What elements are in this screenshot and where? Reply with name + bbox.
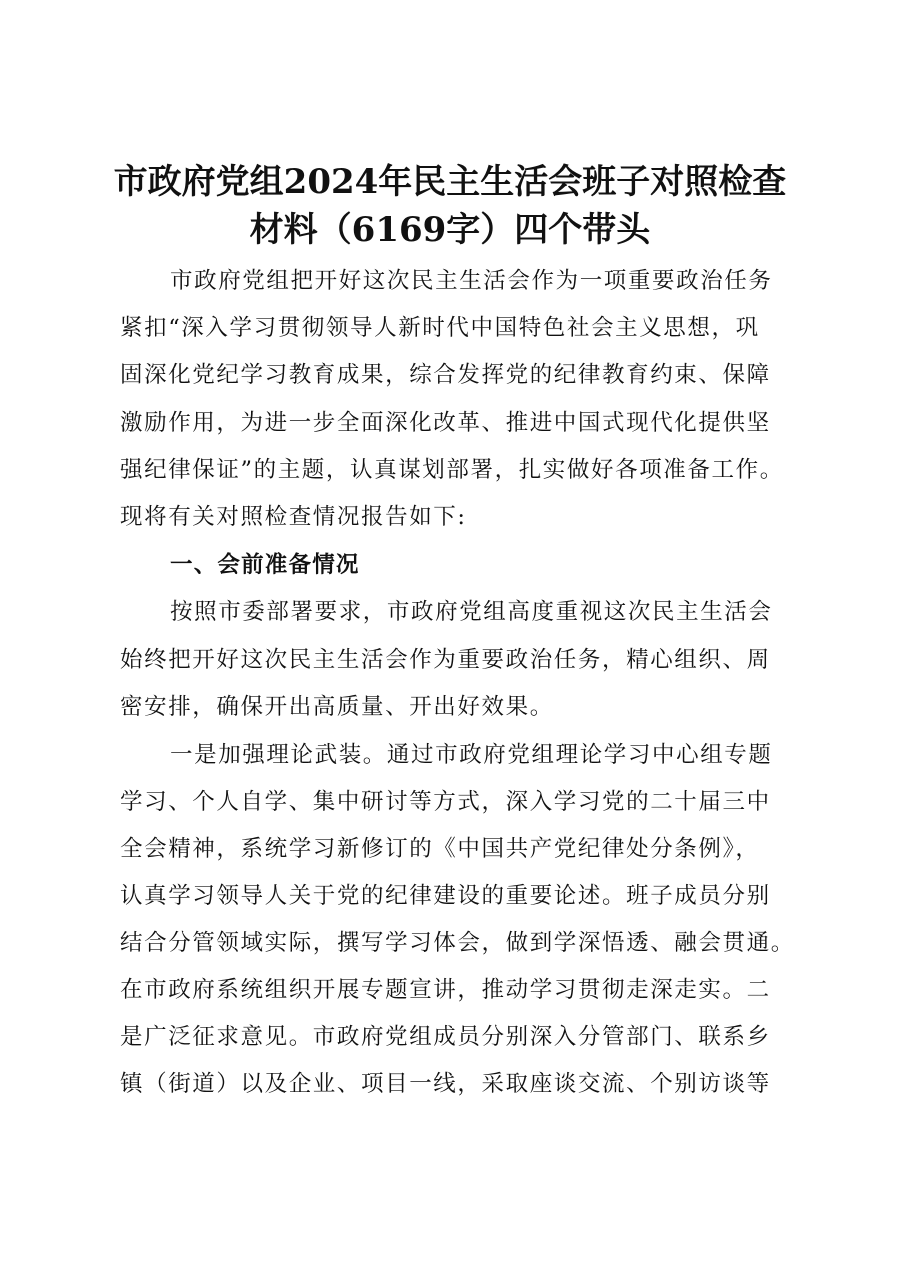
- body-line: 市政府党组把开好这次民主生活会作为一项重要政治任务: [170, 268, 773, 294]
- body-line: 强纪律保证”的主题，认真谋划部署，扎实做好各项准备工作。: [120, 457, 784, 483]
- document-title-line-2: 材料（6169字）四个带头: [249, 210, 651, 250]
- body-line: 按照市委部署要求，市政府党组高度重视这次民主生活会: [170, 599, 773, 625]
- body-line: 是广泛征求意见。市政府党组成员分别深入分管部门、联系乡: [120, 1024, 771, 1050]
- body-line: 全会精神，系统学习新修订的《中国共产党纪律处分条例》，: [120, 836, 760, 862]
- body-line: 固深化党纪学习教育成果，综合发挥党的纪律教育约束、保障: [120, 362, 771, 388]
- section-heading: 一、会前准备情况: [170, 552, 360, 578]
- body-line: 现将有关对照检查情况报告如下:: [120, 504, 467, 530]
- body-line: 学习、个人自学、集中研讨等方式，深入学习党的二十届三中: [120, 789, 771, 815]
- body-line: 激励作用，为进一步全面深化改革、推进中国式现代化提供坚: [120, 410, 771, 436]
- document-title-line-1: 市政府党组2024年民主生活会班子对照检查: [113, 162, 787, 202]
- body-line: 在市政府系统组织开展专题宣讲，推动学习贯彻走深走实。二: [120, 977, 771, 1003]
- body-line: 紧扣“深入学习贯彻领导人新时代中国特色社会主义思想，巩: [120, 315, 760, 341]
- body-line: 始终把开好这次民主生活会作为重要政治任务，精心组织、周: [120, 647, 771, 673]
- body-line: 一是加强理论武装。通过市政府党组理论学习中心组专题: [170, 742, 773, 768]
- body-line: 结合分管领域实际，撰写学习体会，做到学深悟透、融会贯通。: [120, 930, 795, 956]
- body-line: 密安排，确保开出高质量、开出好效果。: [120, 694, 554, 720]
- body-line: 镇（街道）以及企业、项目一线，采取座谈交流、个别访谈等: [120, 1071, 771, 1097]
- body-line: 认真学习领导人关于党的纪律建设的重要论述。班子成员分别: [120, 883, 771, 909]
